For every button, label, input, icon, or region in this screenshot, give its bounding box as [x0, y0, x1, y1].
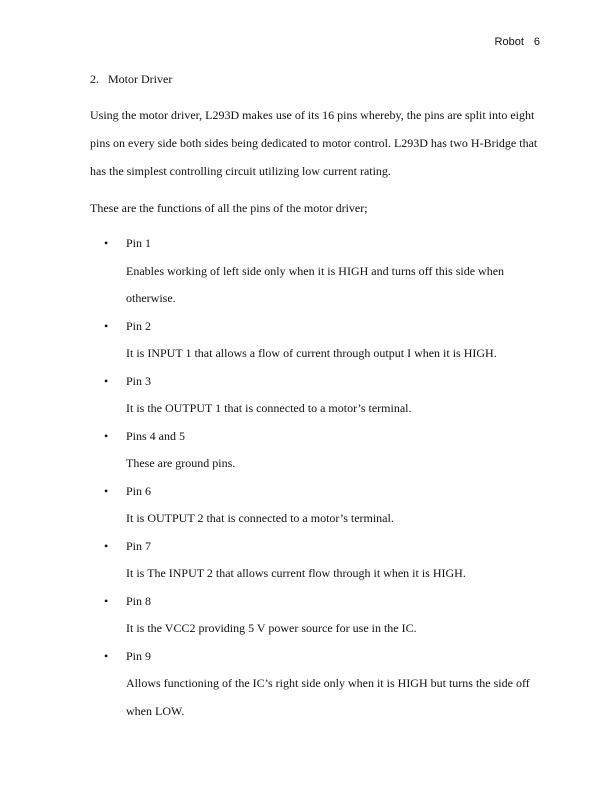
list-item [90, 643, 542, 726]
bullet-icon: • [104, 318, 109, 333]
bullet-icon: • [104, 236, 109, 250]
section-heading [90, 70, 542, 90]
pin-title: Pin 1 [126, 236, 152, 250]
list-item [90, 478, 542, 533]
pin-description: It is INPUT 1 that allows a flow of current through output I when it is HIGH. [126, 346, 497, 360]
intro-paragraph: Using the motor driver, L293D makes use of its 16 pins whereby, the pins are split into eight pins on every side both sides being dedicated to motor control. L293D has two H-Bridge that has the simplest controlling circuit utilizing low current rating. [90, 108, 538, 178]
bullet-icon: • [104, 538, 109, 553]
bullet-icon: • [104, 428, 109, 443]
list-item [90, 533, 542, 588]
bullet-icon: • [104, 483, 109, 498]
pin-description: It is the VCC2 providing 5 V power source for use in the IC. [126, 621, 417, 635]
list-item [90, 588, 542, 643]
bullet-icon: • [104, 593, 109, 608]
pin-title: Pin 9 [126, 648, 152, 663]
document-body [90, 70, 542, 725]
section-number: 2. [90, 72, 99, 86]
pin-description: These are ground pins. [126, 456, 236, 470]
page-number: 6 [533, 36, 540, 48]
pin-title: Pins 4 and 5 [126, 428, 186, 443]
pin-title: Pin 2 [126, 318, 152, 333]
pin-list [90, 230, 542, 725]
pin-description: It is OUTPUT 2 that is connected to a motor’s terminal. [126, 511, 394, 525]
pin-description: Allows functioning of the IC’s right side only when it is HIGH but turns the side off when LOW. [126, 676, 530, 718]
running-head-title: Robot [494, 36, 524, 48]
list-item [90, 313, 542, 368]
bullet-icon: • [104, 648, 109, 663]
bullet-icon: • [104, 373, 109, 388]
list-item [90, 423, 542, 478]
list-item [90, 230, 542, 313]
pin-title: Pin 7 [126, 538, 152, 553]
pin-title: Pin 8 [126, 593, 152, 608]
pin-title: Pin 6 [126, 483, 152, 498]
pins-intro-paragraph: These are the functions of all the pins of the motor driver; [90, 201, 368, 215]
pin-description: Enables working of left side only when it is HIGH and turns off this side when otherwise. [126, 263, 505, 305]
pin-description: It is the OUTPUT 1 that is connected to a motor’s terminal. [126, 401, 412, 415]
pin-description: It is The INPUT 2 that allows current flow through it when it is HIGH. [126, 566, 466, 580]
running-head [495, 36, 540, 48]
section-title: Motor Driver [108, 72, 173, 86]
pin-title: Pin 3 [126, 373, 152, 388]
list-item [90, 368, 542, 423]
